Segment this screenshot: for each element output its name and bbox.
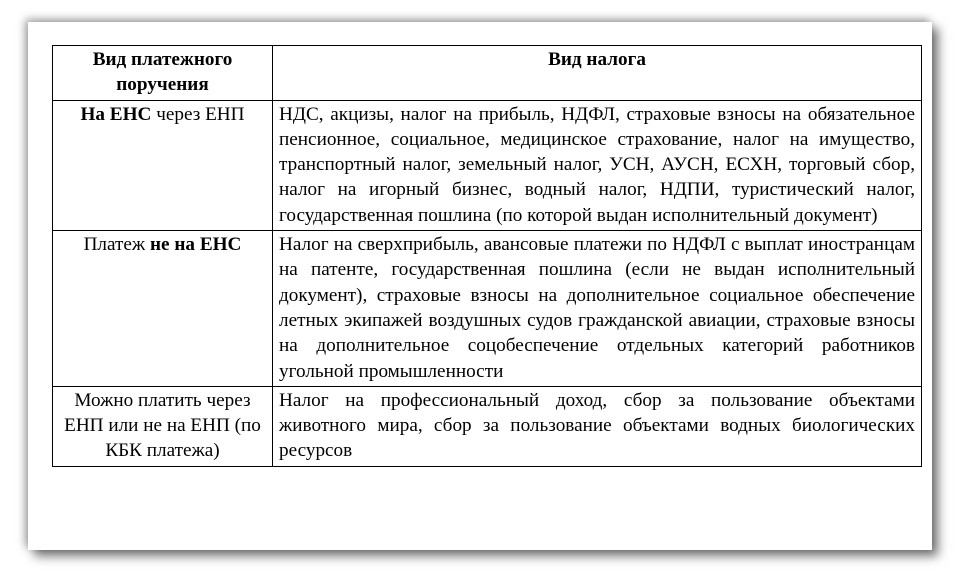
row-1-payment-type <box>53 100 273 230</box>
row-2-label-pre: Платеж <box>83 234 150 256</box>
header-payment-type: Вид платежного поручения <box>53 46 273 101</box>
table-row <box>53 100 922 230</box>
table-row <box>53 386 922 466</box>
row-1-bold-label: На ЕНС <box>80 103 152 125</box>
document-page <box>28 22 932 550</box>
row-2-taxes: Налог на сверхприбыль, авансовые платежи по НДФЛ с выплат иностранцам на патенте, государственная пошлина (если не выдан исполнительный документ), страховые взносы на дополнительное социальное обеспечение летных экипажей воздушных судов гражданской авиации, страховые взносы на дополнительное соцобеспечение отдельных категорий работников угольной промышленности <box>273 231 922 387</box>
row-1-taxes: НДС, акцизы, налог на прибыль, НДФЛ, страховые взносы на обязательное пенсионное, социальное, медицинское страхование, налог на имущество, транспортный налог, земельный налог, УСН, АУСН, ЕСХН, торговый сбор, налог на игорный бизнес, водный налог, НДПИ, туристический налог, государственная пошлина (по которой выдан исполнительный документ) <box>273 100 922 230</box>
table-header-row <box>53 46 922 101</box>
row-2-payment-type <box>53 231 273 387</box>
tax-table <box>52 45 922 467</box>
table-row <box>53 231 922 387</box>
row-3-payment-type: Можно платить через ЕНП или не на ЕНП (по КБК платежа) <box>53 386 273 466</box>
row-1-label-rest: через ЕНП <box>151 103 245 125</box>
row-2-bold-label: не на ЕНС <box>150 234 242 256</box>
header-tax-type: Вид налога <box>273 46 922 101</box>
row-3-taxes: Налог на профессиональный доход, сбор за пользование объектами животного мира, сбор за пользование объектами водных биологических ресурсов <box>273 386 922 466</box>
